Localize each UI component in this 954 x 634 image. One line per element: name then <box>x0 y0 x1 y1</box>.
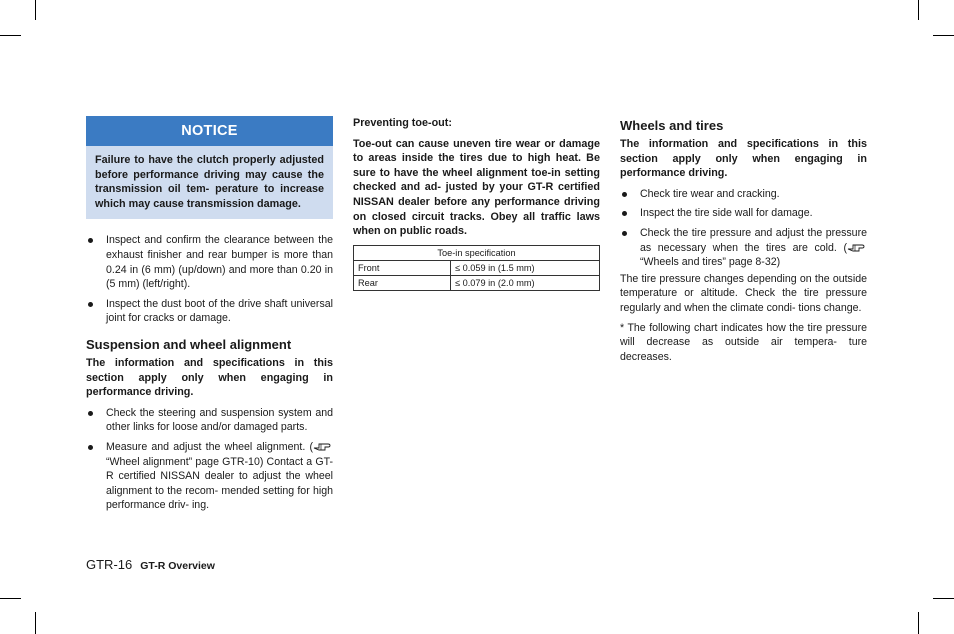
notice-title: NOTICE <box>86 116 333 146</box>
column-left <box>86 116 333 518</box>
crop-mark <box>0 35 21 36</box>
list-item: Check tire wear and cracking. <box>620 187 867 202</box>
column-right <box>620 116 867 364</box>
wheels-list <box>620 187 867 270</box>
crop-mark <box>35 612 36 634</box>
toe-in-spec-table <box>353 245 600 291</box>
hand-pointer-reference-icon <box>847 241 867 253</box>
section-heading-suspension: Suspension and wheel alignment <box>86 336 292 352</box>
section-intro: The information and specifications in this section apply only when engaging in performance driving. <box>86 356 333 399</box>
section-name: GT-R Overview <box>140 560 215 572</box>
notice-box <box>86 116 333 219</box>
column-middle <box>353 116 600 291</box>
inspection-list <box>86 233 333 326</box>
bullet-icon <box>88 445 93 450</box>
crop-mark <box>35 0 36 20</box>
section-heading-wheels: Wheels and tires <box>620 118 724 133</box>
tire-pressure-paragraph: The tire pressure changes depending on the outside temperature or altitude. Check the tire pressure regularly and when the climate condi- tions change. <box>620 272 867 314</box>
suspension-list <box>86 406 333 513</box>
bullet-icon <box>88 238 93 243</box>
section-intro: The information and specifications in this section apply only when engaging in performance driving. <box>620 138 867 180</box>
crop-mark <box>0 598 21 599</box>
toe-out-heading: Preventing toe-out: <box>353 117 452 129</box>
bullet-icon <box>88 411 93 416</box>
bullet-icon <box>88 302 93 307</box>
list-item: Check the steering and suspension system and other links for loose and/or damaged parts. <box>86 406 333 435</box>
bullet-icon <box>622 231 627 236</box>
bullet-icon <box>622 211 627 216</box>
table-row: Rear ≤ 0.079 in (2.0 mm) <box>354 275 600 290</box>
page-number: GTR-16 <box>86 557 133 572</box>
list-item: Measure and adjust the wheel alignment. (“Wheel alignment” page GTR-10) Contact a GT-R certified NISSAN dealer to adjust the wheel alignment to the recom- mended setting for high performance driv- ing. <box>86 440 333 513</box>
crop-mark <box>918 0 919 20</box>
hand-pointer-reference-icon <box>313 440 333 452</box>
list-item: Inspect and confirm the clearance between the exhaust finisher and rear bumper is more than 0.24 in (6 mm) (up/down) and more than 0.20 in (5 mm) (left/right). <box>86 233 333 291</box>
page-footer <box>86 557 215 574</box>
table-caption: Toe-in specification <box>354 245 600 260</box>
toe-out-warning: Toe-out can cause uneven tire wear or damage to areas inside the tires due to high heat. Be sure to have the wheel alignment toe-in setting checked and ad- justed by your GT-R certified NISSAN dealer before any performance driving on closed circuit tracks. Obey all traffic laws when on public roads. <box>353 137 600 238</box>
crop-mark <box>933 35 954 36</box>
chart-note-paragraph: * The following chart indicates how the tire pressure will decrease as outside air tempera- ture decreases. <box>620 321 867 363</box>
list-item: Check the tire pressure and adjust the pressure as necessary when the tires are cold. (“Wheels and tires” page 8-32) <box>620 226 867 270</box>
list-item: Inspect the tire side wall for damage. <box>620 206 867 221</box>
bullet-icon <box>622 192 627 197</box>
crop-mark <box>933 598 954 599</box>
table-row: Front ≤ 0.059 in (1.5 mm) <box>354 260 600 275</box>
list-item: Inspect the dust boot of the drive shaft universal joint for cracks or damage. <box>86 297 333 326</box>
crop-mark <box>918 612 919 634</box>
notice-text: Failure to have the clutch properly adjusted before performance driving may cause the transmission oil tem- perature to increase which may cause transmission damage. <box>86 146 333 219</box>
